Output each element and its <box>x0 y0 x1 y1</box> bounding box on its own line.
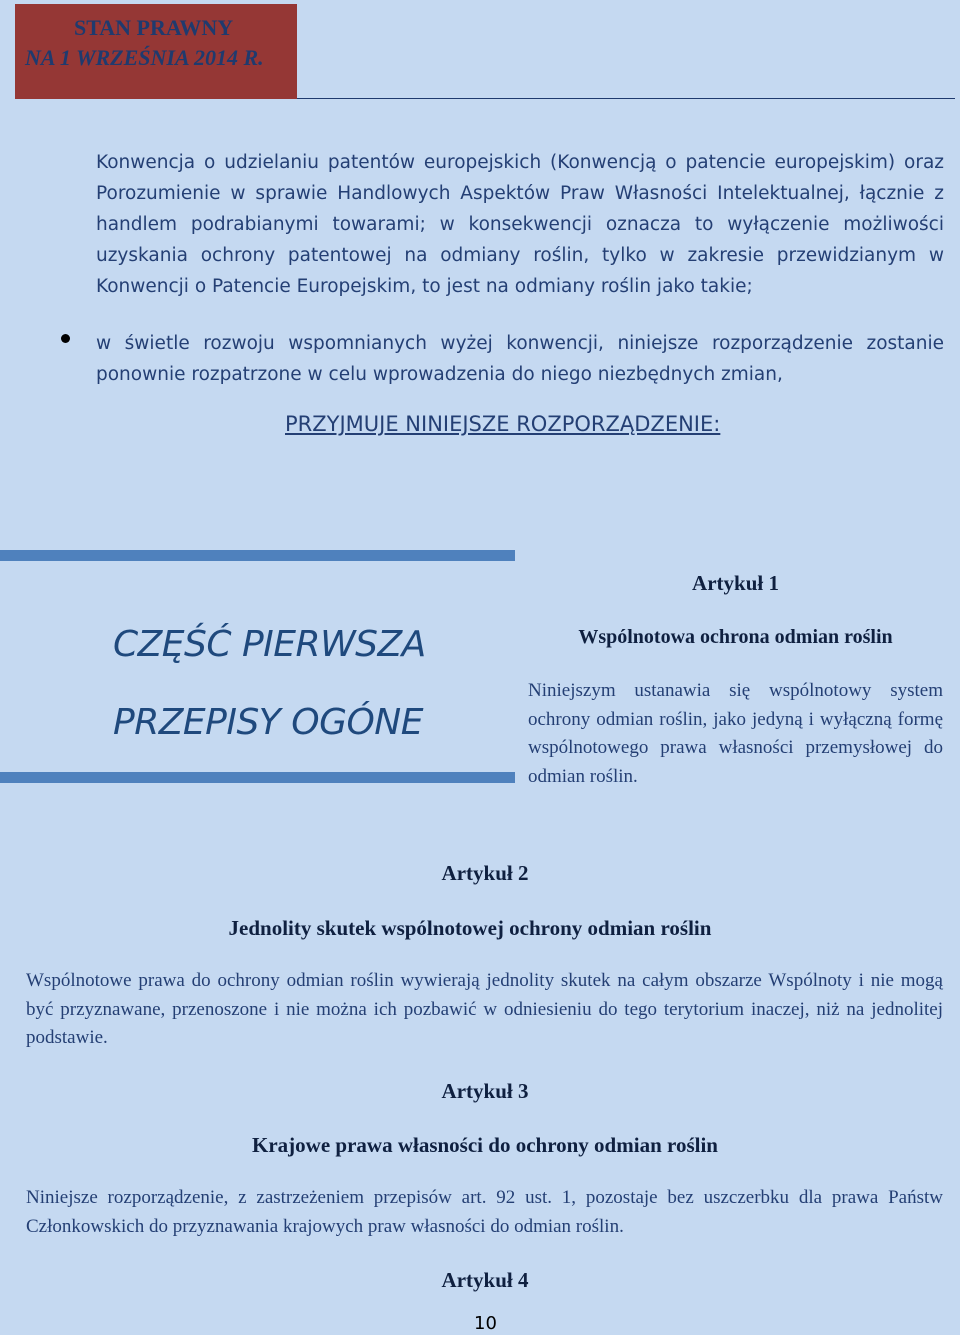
article-1-text: Niniejszym ustanawia się wspólnotowy system ochrony odmian roślin, jako jedyną i wyłączną formę wspólnotowego prawa własności przemysłowej do odmian roślin. <box>528 680 943 787</box>
article-2-text: Wspólnotowe prawa do ochrony odmian roślin wywierają jednolity skutek na całym obszarze Wspólnoty i nie mogą być przyznawane, przenoszone i nie można ich pozbawić w odniesieniu do tego terytorium inaczej, niż na jednolitej podstawie. <box>26 970 943 1048</box>
intro-paragraph: Konwencja o udzielaniu patentów europejskich (Konwencją o patencie europejskim) oraz Porozumienie w sprawie Handlowych Aspektów Praw Własności Intelektualnej, łącznie z handlem podrabianymi towarami; w konsekwencji oznacza to wyłączenie możliwości uzyskania ochrony patentowej na odmiany roślin, tylko w zakresie przewidzianym w Konwencji o Patencie Europejskim, to jest na odmiany roślin jako takie; <box>96 152 944 297</box>
status-line-1: STAN PRAWNY <box>74 15 234 40</box>
part-bottom-bar <box>0 772 515 783</box>
bullet-icon <box>61 334 70 343</box>
part-subtitle: PRZEPISY OGÓNE <box>113 702 423 743</box>
part-top-bar <box>0 550 515 561</box>
article-2-title: Jednolity skutek wspólnotowej ochrony odmian roślin <box>228 916 712 940</box>
status-line-2: NA 1 WRZEŚNIA 2014 R. <box>25 45 264 70</box>
status-badge <box>15 4 297 99</box>
article-1-title: Wspólnotowa ochrona odmian roślin <box>578 626 893 648</box>
article-3-number: Artykuł 3 <box>441 1079 529 1103</box>
article-4-number: Artykuł 4 <box>441 1268 529 1292</box>
header-rule <box>297 98 955 99</box>
article-3-title: Krajowe prawa własności do ochrony odmian roślin <box>252 1133 718 1157</box>
article-1-number: Artykuł 1 <box>692 571 779 595</box>
part-title: CZĘŚĆ PIERWSZA <box>113 624 426 665</box>
article-3-text: Niniejsze rozporządzenie, z zastrzeżeniem przepisów art. 92 ust. 1, pozostaje bez uszczerbku dla prawa Państw Członkowskich do przyznawania krajowych praw własności do odmian roślin. <box>26 1187 943 1237</box>
intro-bullet-item: w świetle rozwoju wspomnianych wyżej konwencji, niniejsze rozporządzenie zostanie ponownie rozpatrzone w celu wprowadzenia do niego niezbędnych zmian, <box>96 333 944 385</box>
article-2-number: Artykuł 2 <box>441 861 529 885</box>
page-number: 10 <box>474 1313 497 1334</box>
adoption-heading: PRZYJMUJE NINIEJSZE ROZPORZĄDZENIE: <box>285 412 721 436</box>
